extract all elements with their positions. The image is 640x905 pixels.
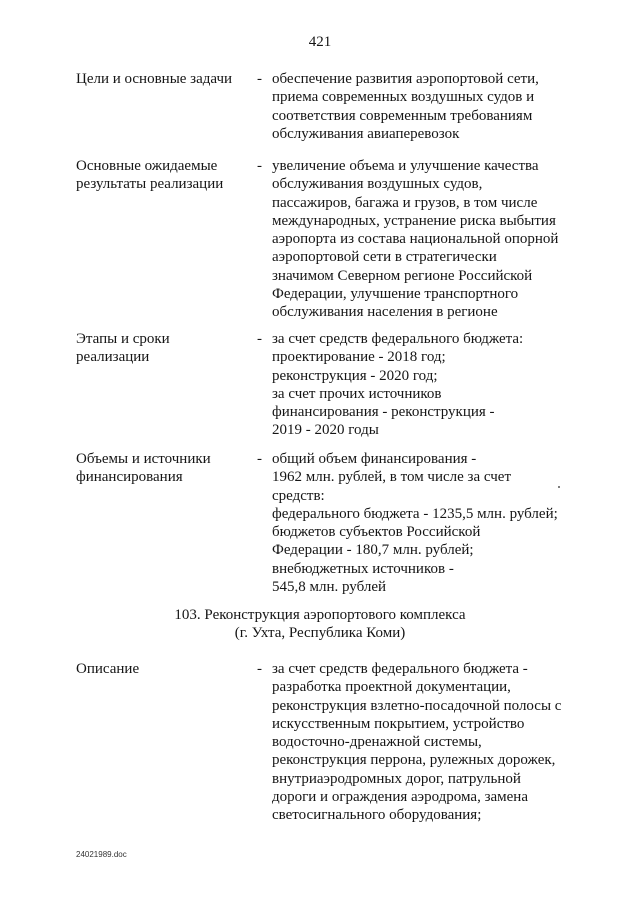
label-line: Объемы и источники [76, 451, 211, 467]
value-line: обслуживания воздушных судов, [272, 176, 483, 193]
section-heading-line-1: 103. Реконструкция аэропортового комплекса [174, 607, 466, 623]
section-heading [0, 606, 640, 643]
row-label [76, 157, 251, 194]
value-line: международных, устранение риска выбытия [272, 212, 556, 229]
page-number: 421 [308, 34, 332, 50]
row-label [76, 660, 251, 678]
label-line: финансирования [76, 469, 183, 486]
value-line: аэропортовой сети в стратегически [272, 249, 497, 266]
row-dash: - [257, 451, 262, 467]
footer-filename: 24021989.doc [76, 850, 127, 859]
value-line: значимом Северном регионе Российской [272, 267, 533, 284]
value-line: 1962 млн. рублей, в том числе за счет [272, 469, 512, 486]
value-line: внебюджетных источников - [272, 560, 454, 577]
value-line: средств: [272, 487, 325, 504]
label-line: результаты реализации [76, 176, 224, 193]
value-line: обеспечение развития аэропортовой сети, [272, 71, 539, 87]
row-label [76, 70, 251, 88]
row-value [272, 450, 602, 596]
section-heading-line-2: (г. Ухта, Республика Коми) [234, 625, 406, 642]
value-line: дороги и ограждения аэродрома, замена [272, 789, 528, 806]
value-line: приема современных воздушных судов и [272, 89, 535, 106]
value-line: соответствия современным требованиям [272, 107, 533, 124]
row-value [272, 330, 602, 440]
value-line: аэропорта из состава национальной опорной [272, 231, 559, 248]
label-line: Описание [76, 661, 140, 677]
value-line: реконструкция - 2020 год; [272, 367, 438, 384]
value-line: реконструкция взлетно-посадочной полосы с [272, 697, 562, 714]
row-value [272, 157, 602, 322]
row-dash: - [257, 331, 262, 347]
value-line: пассажиров, багажа и грузов, в том числе [272, 194, 538, 211]
value-line: Федерации, улучшение транспортного [272, 286, 519, 303]
row-dash: - [257, 661, 262, 677]
value-line: внутриаэродромных дорог, патрульной [272, 770, 521, 787]
value-line: за счет средств федерального бюджета: [272, 331, 524, 347]
value-line: финансирования - реконструкция - [272, 404, 495, 421]
row-dash: - [257, 158, 262, 174]
value-line: общий объем финансирования - [272, 451, 477, 467]
row-dash: - [257, 71, 262, 87]
value-line: за счет средств федерального бюджета - [272, 661, 528, 677]
value-line: обслуживания авиаперевозок [272, 125, 460, 142]
value-line: увеличение объема и улучшение качества [272, 158, 539, 174]
value-line: реконструкция перрона, рулежных дорожек, [272, 752, 556, 769]
value-line: Федерации - 180,7 млн. рублей; [272, 542, 474, 559]
row-label [76, 330, 251, 367]
value-line: за счет прочих источников [272, 385, 442, 402]
label-line: Цели и основные задачи [76, 71, 233, 87]
value-line: 545,8 млн. рублей [272, 579, 387, 596]
value-line: искусственным покрытием, устройство [272, 715, 525, 732]
row-label [76, 450, 251, 487]
label-line: Основные ожидаемые [76, 158, 218, 174]
scan-speck [558, 486, 560, 488]
row-value [272, 660, 602, 825]
value-line: обслуживания населения в регионе [272, 304, 498, 321]
value-line: проектирование - 2018 год; [272, 349, 446, 366]
value-line: 2019 - 2020 годы [272, 422, 379, 439]
value-line: водосточно-дренажной системы, [272, 734, 482, 751]
value-line: светосигнального оборудования; [272, 807, 482, 824]
label-line: реализации [76, 349, 150, 366]
label-line: Этапы и сроки [76, 331, 170, 347]
row-value [272, 70, 602, 143]
value-line: разработка проектной документации, [272, 679, 511, 696]
value-line: федерального бюджета - 1235,5 млн. рублей; [272, 505, 558, 522]
value-line: бюджетов субъектов Российской [272, 524, 481, 541]
